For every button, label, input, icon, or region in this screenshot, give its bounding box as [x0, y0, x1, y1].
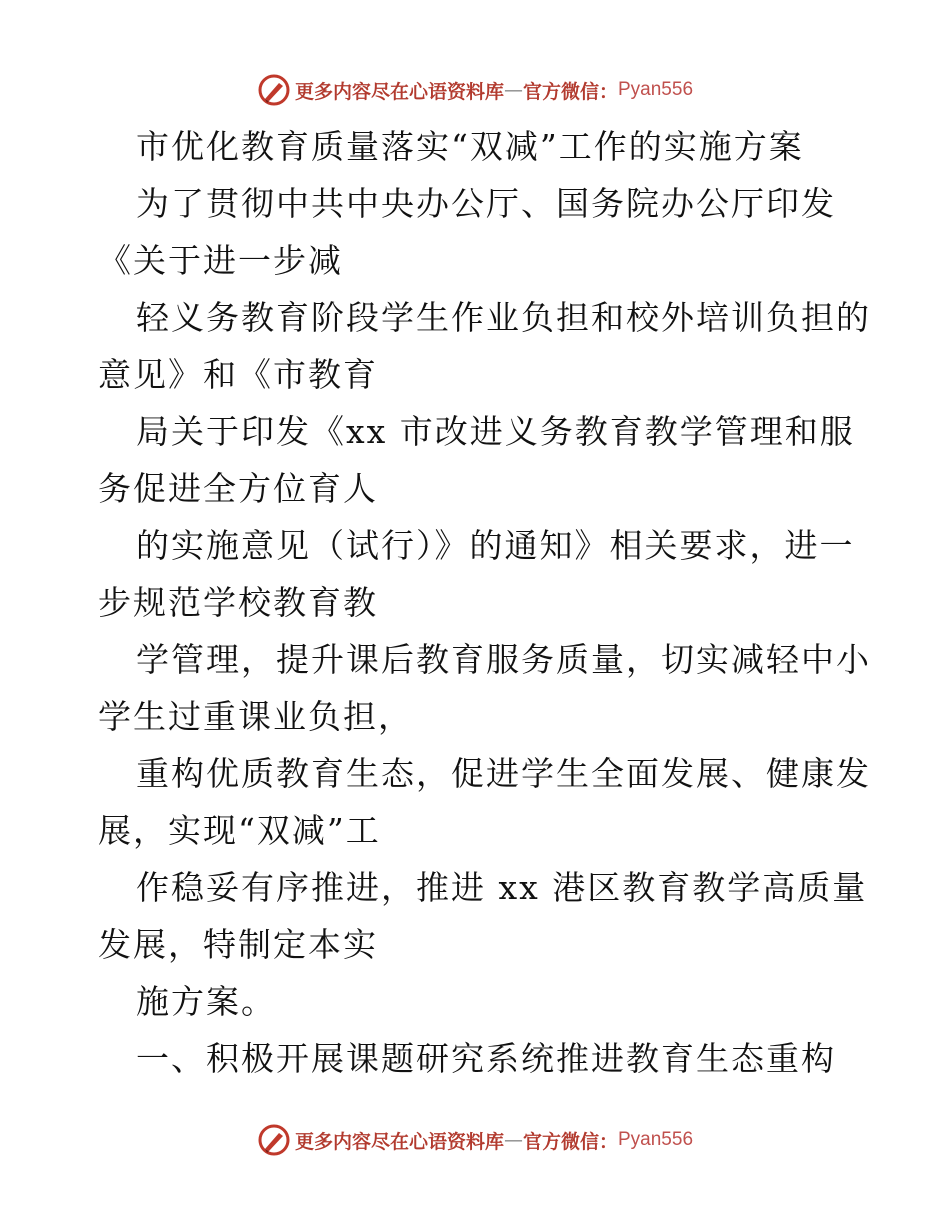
document-line: 轻义务教育阶段学生作业负担和校外培训负担的: [136, 298, 871, 337]
document-line: 展，实现“双减”工: [98, 811, 381, 850]
document-line: 意见》和《市教育: [98, 355, 378, 394]
document-line: 一、积极开展课题研究系统推进教育生态重构: [136, 1039, 836, 1078]
banner-wechat-label: 官方微信：: [522, 80, 618, 103]
banner-slogan: 更多内容尽在心语资料库: [294, 80, 504, 103]
banner-dash: —: [503, 1129, 523, 1151]
banner-slogan: 更多内容尽在心语资料库: [294, 1130, 504, 1153]
document-line: 重构优质教育生态，促进学生全面发展、健康发: [136, 754, 871, 793]
document-line: 为了贯彻中共中央办公厅、国务院办公厅印发: [136, 184, 836, 223]
document-line: 市优化教育质量落实“双减”工作的实施方案: [136, 127, 804, 166]
banner-dash: —: [503, 79, 523, 101]
document-line: 发展，特制定本实: [98, 925, 378, 964]
document-line: 学管理，提升课后教育服务质量，切实减轻中小: [136, 640, 871, 679]
header-banner: [0, 70, 950, 110]
pen-logo-icon: [257, 1123, 291, 1157]
banner-wechat-id: Pyan556: [618, 79, 694, 100]
document-line: 学生过重课业负担，: [98, 697, 413, 736]
document-line: 务促进全方位育人: [98, 469, 378, 508]
document-line: 作稳妥有序推进，推进 xx 港区教育教学高质量: [136, 868, 868, 907]
document-line: 施方案。: [136, 982, 276, 1021]
pen-logo-icon: [257, 73, 291, 107]
banner-wechat-id: Pyan556: [618, 1129, 694, 1150]
footer-banner: [0, 1120, 950, 1160]
document-line: 《关于进一步减: [98, 241, 343, 280]
document-line: 的实施意见（试行）》的通知》相关要求，进一: [136, 526, 855, 565]
document-line: 局关于印发《xx 市改进义务教育教学管理和服: [136, 412, 855, 451]
banner-wechat-label: 官方微信：: [522, 1130, 618, 1153]
document-line: 步规范学校教育教: [98, 583, 378, 622]
